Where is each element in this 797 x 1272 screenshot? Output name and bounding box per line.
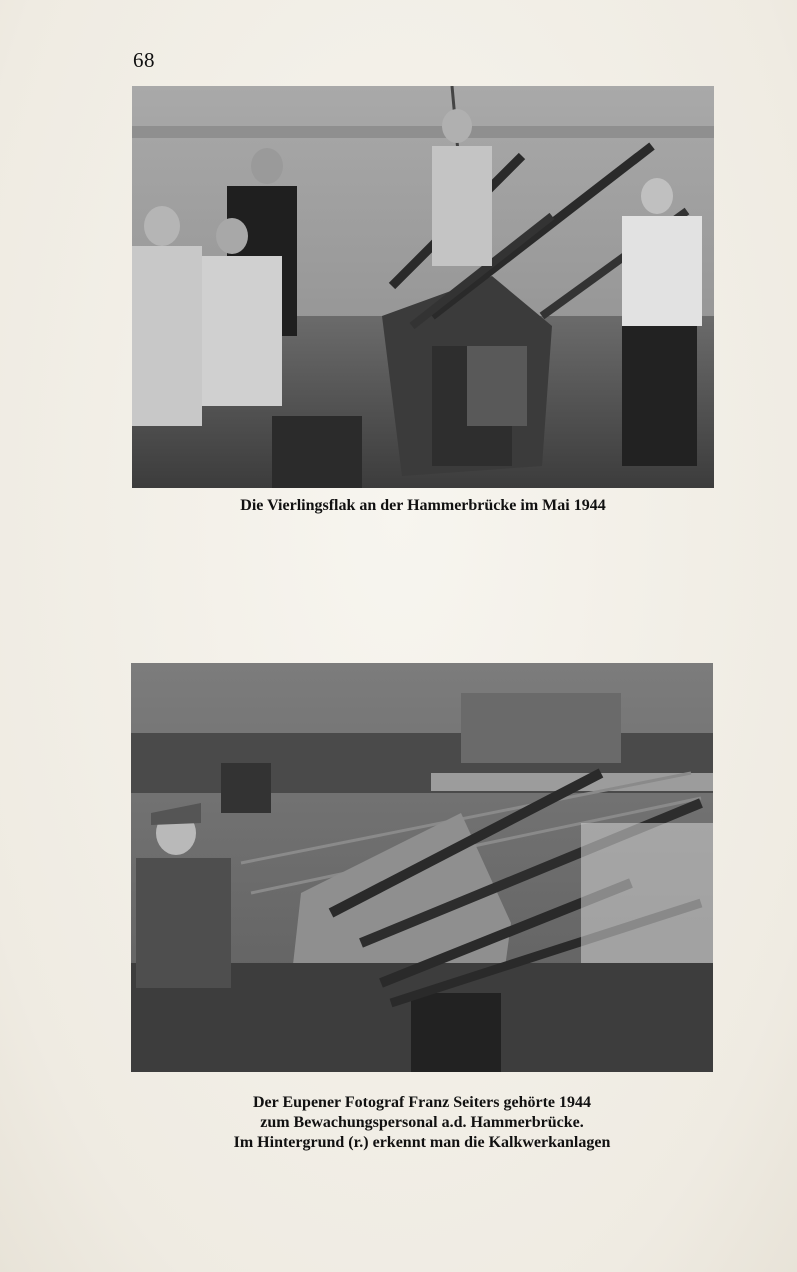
photo-vierlingsflak-image xyxy=(132,86,714,488)
photo-franz-seiters xyxy=(131,663,713,1072)
photo-franz-seiters-caption xyxy=(131,1093,713,1153)
caption-line: zum Bewachungspersonal a.d. Hammerbrücke. xyxy=(260,1114,584,1131)
page-number: 68 xyxy=(133,48,155,72)
photo-vierlingsflak-caption: Die Vierlingsflak an der Hammerbrücke im Mai 1944 xyxy=(240,497,606,514)
caption-line: Im Hintergrund (r.) erkennt man die Kalkwerkanlagen xyxy=(233,1134,611,1151)
caption-line: Der Eupener Fotograf Franz Seiters gehörte 1944 xyxy=(253,1094,591,1111)
photo-franz-seiters-image xyxy=(131,663,713,1072)
photo-vierlingsflak xyxy=(132,86,714,488)
